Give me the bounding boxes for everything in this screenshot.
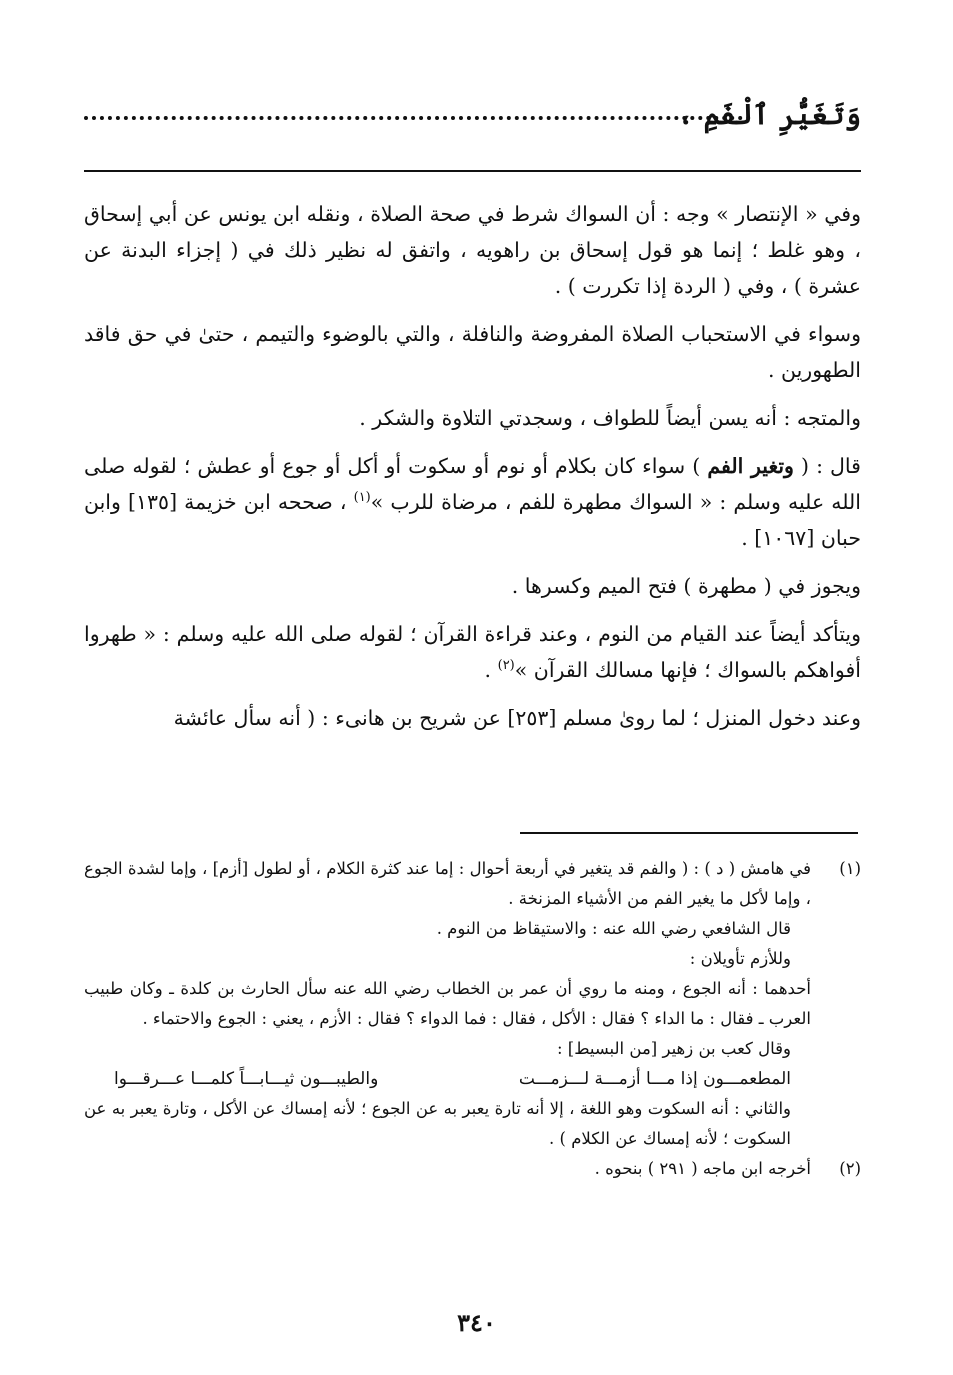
paragraph-intisar: وفي « الإنتصار » وجه : أن السواك شرط في صحة الصلاة ، ونقله ابن يونس عن أبي إسحاق ، وهو غلط ؛ إنما هو قول إسحاق بن راهويه ، واتفق له نظير ذلك في ( إجزاء البدنة عن عشرة ) ، وفي ( الردة إذا تكررت ) . [84, 202, 861, 298]
footnote-text: أخرجه ابن ماجه ( ٢٩١ ) بنحوه . [594, 1159, 811, 1178]
running-header [84, 98, 861, 158]
footnote-text: والثاني : أنه السكوت وهو اللغة ، إلا أنه تارة يعبر به عن الجوع ؛ لأنه إمساك عن الأكل ، وتارة يعبر به عن السكوت ؛ لأنه إمساك عن الكلام ) . [84, 1099, 791, 1148]
poetry-verse [84, 1064, 811, 1094]
header-title: وَتَغَيُّرِ ٱلْفَمِ ، [677, 98, 861, 131]
paragraph-text: ) سواء كان بكلام أو نوم أو سكوت أو أكل أو جوع أو عطش ؛ لقوله صلى الله عليه وسلم : « السواك مطهرة للفم ، مرضاة للرب » [84, 454, 861, 514]
paragraph-mutajah: والمتجه : أنه يسن أيضاً للطواف ، وسجدتي التلاوة والشكر . [359, 406, 861, 430]
verse-second-hemistich: والطيبـــون ثيـــابـــاً كلمـــا عـــرقـــوا [114, 1069, 379, 1089]
paragraph-text: ويتأكد أيضاً عند القيام من النوم ، وعند قراءة القرآن ؛ لقوله صلى الله عليه وسلم : « طهروا أفواهكم بالسواك ؛ فإنها مسالك القرآن » [84, 622, 861, 682]
header-dot-leader [84, 116, 751, 120]
paragraph-istihbab: وسواء في الاستحباب الصلاة المفروضة والنافلة ، والتي بالوضوء والتيمم ، حتىٰ في حق فاقد الطهورين . [84, 322, 861, 382]
footnote-text: قال الشافعي رضي الله عنه : والاستيقاظ من النوم . [436, 919, 791, 938]
footnote-1 [84, 854, 861, 1154]
main-text [84, 196, 861, 748]
footnote-number: (١) [839, 859, 861, 878]
paragraph-text: . [484, 658, 492, 682]
footnote-text: في هامش ( د ) : ( والفم قد يتغير في أربعة أحوال : إما عند كثرة الكلام ، أو لطول [أزم] ، وإما لشدة الجوع ، وإما لأكل ما يغير الفم من الأشياء المزنخة . [84, 859, 811, 908]
paragraph-manzil: وعند دخول المنزل ؛ لما روىٰ مسلم [٢٥٣] عن شريح بن هانىء : ( أنه سأل عائشة [173, 706, 861, 730]
footnote-number: (٢) [839, 1159, 861, 1178]
footnote-2 [84, 1154, 861, 1184]
page-number: ٣٤٠ [457, 1308, 496, 1337]
paragraph-text: قال : ( [801, 454, 861, 478]
footnote-ref-2[interactable]: (٢) [497, 658, 515, 674]
paragraph-mathara: ويجوز في ( مطهرة ) فتح الميم وكسرها . [511, 574, 861, 598]
paragraph-yataakkad [84, 616, 861, 688]
paragraph-text: ، صححه ابن خزيمة [١٣٥] وابن حبان [١٠٦٧] . [84, 490, 861, 550]
verse-first-hemistich: المطعمـــون إذا مـــا أزمـــة لـــزمـــت [518, 1069, 791, 1089]
footnote-separator [520, 832, 858, 834]
paragraph-taghayyur [84, 448, 861, 556]
footnote-text: وقال كعب بن زهير [من البسيط] : [556, 1039, 791, 1058]
header-rule [84, 170, 861, 172]
footnote-text: أحدهما : أنه الجوع ، ومنه ما روي أن عمر بن الخطاب رضي الله عنه سأل الحارث بن كلدة ـ وكان طبيب العرب ـ فقال : ما الداء ؟ فقال : الأكل ، فقال : فما الدواء ؟ فقال : الأزم ، يعني : الجوع والاحتماء . [84, 979, 811, 1028]
footnote-ref-1[interactable]: (١) [353, 490, 371, 506]
matn-quote: وتغير الفم [707, 454, 794, 478]
footnote-text: وللأزم تأويلان : [689, 949, 791, 968]
footnotes [84, 854, 861, 1184]
